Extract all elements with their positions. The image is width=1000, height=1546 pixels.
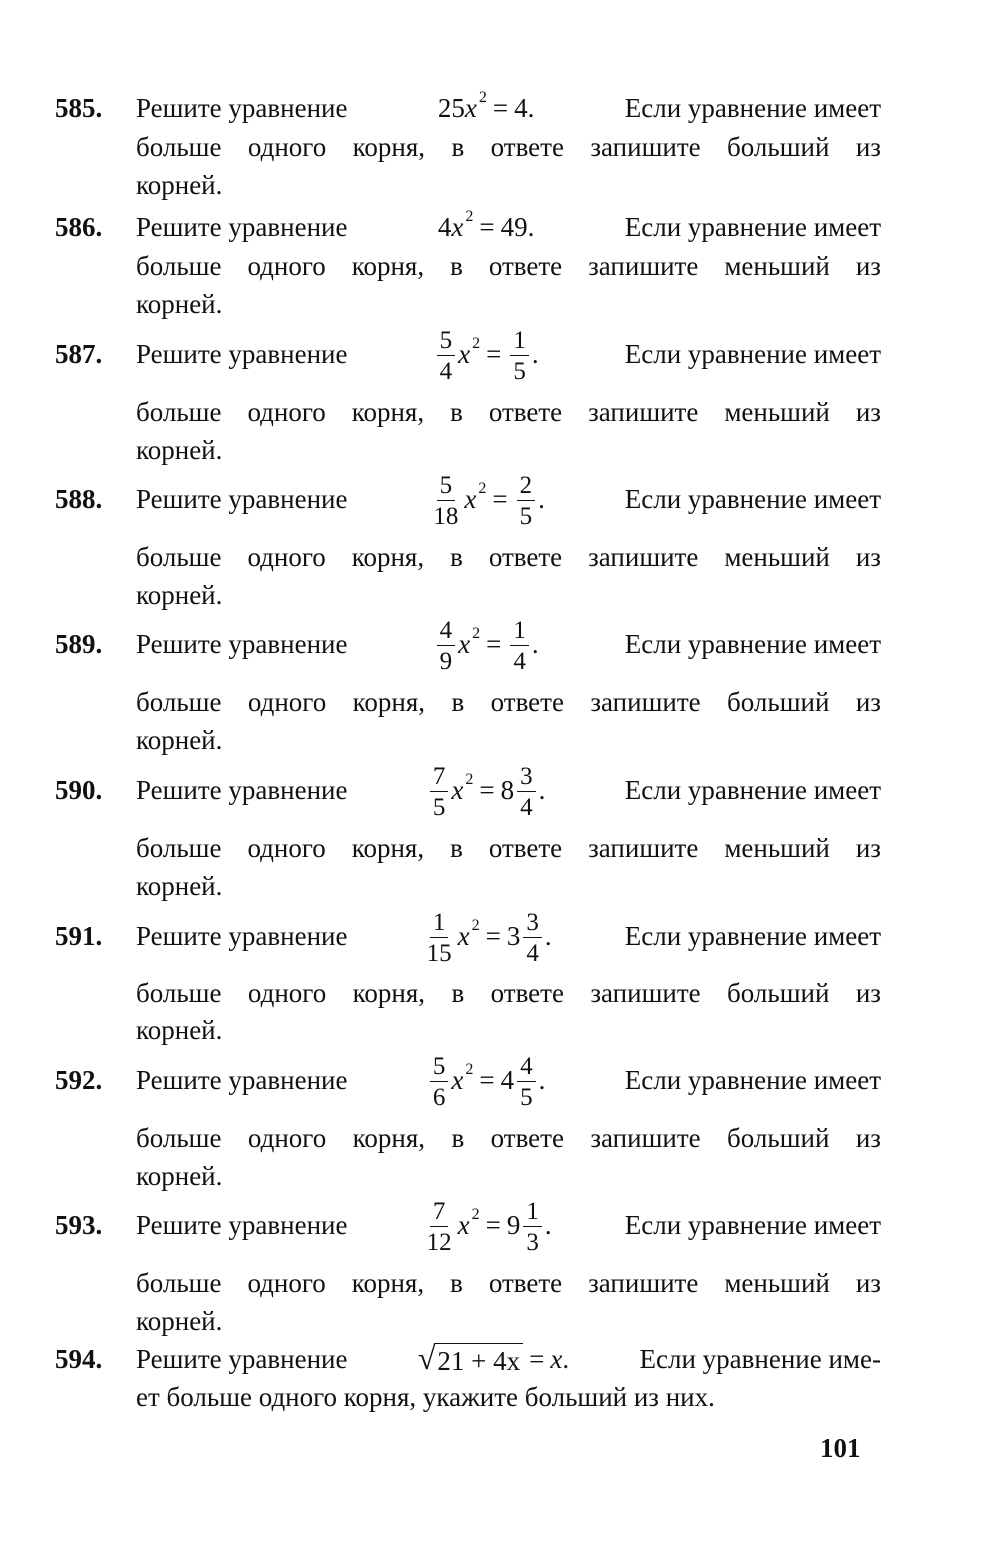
problem-number: 589. [55,629,103,659]
fraction: $\frac{1}{5}$ [510,328,529,384]
problem-line: корней. [136,871,223,901]
problem-line: корней. [136,289,223,319]
problem-lead: Решите уравнение [136,775,348,805]
fraction: $\frac{4}{9}$ [437,618,456,674]
fraction: $\frac{5}{4}$ [437,328,456,384]
problem-condition: Если уравнение име- [639,1344,881,1374]
problem-line [136,1340,881,1378]
equation: 4 x $^2$ = 49 . [437,208,535,242]
problem-number: 585. [55,93,103,123]
radical-sign: √ [417,1340,436,1376]
problem-number: 590. [55,775,103,805]
problem-condition: Если уравнение имеет [624,484,881,514]
problem-line: больше одного корня, в ответе запишите больший из [136,1123,881,1153]
equation: $\frac{7}{12}$ x $^2$ = 9 $\frac{1}{3}$ . [421,1197,552,1253]
fraction: $\frac{2}{5}$ [517,473,536,529]
problem-line: корней. [136,170,223,200]
problem-number: 586. [55,212,103,242]
fraction: $\frac{7}{5}$ [430,764,449,820]
problem-line: корней. [136,435,223,465]
problem-line: корней. [136,1015,223,1045]
problem-condition: Если уравнение имеет [624,1210,881,1240]
problem-condition: Если уравнение имеет [624,921,881,951]
problem-line: больше одного корня, в ответе запишите меньший из [136,833,881,863]
fraction: $\frac{7}{12}$ [426,1198,452,1256]
problem-number: 591. [55,921,103,951]
equation: $\frac{5}{18}$ x $^2$ = $\frac{2}{5}$ . [427,471,544,527]
problem-number: 587. [55,339,103,369]
problem-condition: Если уравнение имеет [624,212,881,242]
equation: $\frac{5}{6}$ x $^2$ = 4 $\frac{4}{5}$ . [427,1052,545,1108]
problem-line: корней. [136,1306,223,1336]
problem-line: больше одного корня, в ответе запишите больший из [136,978,881,1008]
fraction: $\frac{1}{15}$ [426,909,452,967]
problem-line [136,1053,881,1111]
problem-lead: Решите уравнение [136,339,348,369]
fraction: $\frac{5}{6}$ [430,1054,449,1110]
square-root [418,1340,523,1378]
fraction: $\frac{1}{3}$ [523,1199,542,1255]
problem-line: больше одного корня, в ответе запишите меньший из [136,1268,881,1298]
problem-line [136,472,881,530]
equation: $\frac{7}{5}$ x $^2$ = 8 $\frac{3}{4}$ . [427,762,545,818]
problem-line [136,1198,881,1256]
problem-line: больше одного корня, в ответе запишите меньший из [136,542,881,572]
problem-lead: Решите уравнение [136,629,348,659]
problem-line [136,327,881,385]
problem-lead: Решите уравнение [136,921,348,951]
problem-number: 592. [55,1065,103,1095]
equation: √ 21 + 4x = x . [417,1340,570,1376]
problem-number: 593. [55,1210,103,1240]
problem-condition: Если уравнение имеет [624,629,881,659]
problem-line: больше одного корня, в ответе запишите больший из [136,132,881,162]
problem-lead: Решите уравнение [136,212,348,242]
problem-number: 588. [55,484,103,514]
problem-line: корней. [136,1161,223,1191]
page-number: 101 [820,1433,861,1463]
problem-line: больше одного корня, в ответе запишите больший из [136,687,881,717]
equation: 25 x $^2$ = 4 . [437,89,535,123]
problem-lead: Решите уравнение [136,1344,348,1374]
problem-line [136,617,881,675]
equation: $\frac{5}{4}$ x $^2$ = $\frac{1}{5}$ . [434,326,539,382]
equation: $\frac{4}{9}$ x $^2$ = $\frac{1}{4}$ . [434,616,539,672]
problem-condition: Если уравнение имеет [624,339,881,369]
fraction: $\frac{4}{5}$ [517,1054,536,1110]
problem-lead: Решите уравнение [136,484,348,514]
radicand: 21 + 4x [434,1343,523,1376]
problem-condition: Если уравнение имеет [624,775,881,805]
problem-number: 594. [55,1344,103,1374]
problem-line [136,763,881,821]
fraction: $\frac{3}{4}$ [523,910,542,966]
equation: $\frac{1}{15}$ x $^2$ = 3 $\frac{3}{4}$ . [421,908,552,964]
fraction: $\frac{1}{4}$ [510,618,529,674]
problem-lead: Решите уравнение [136,1065,348,1095]
fraction: $\frac{5}{18}$ [433,472,459,530]
problem-line: корней. [136,725,223,755]
problem-line: больше одного корня, в ответе запишите меньший из [136,251,881,281]
problem-line: ет больше одного корня, укажите больший из них. [136,1382,715,1412]
problem-lead: Решите уравнение [136,93,348,123]
problem-line: больше одного корня, в ответе запишите меньший из [136,397,881,427]
fraction: $\frac{3}{4}$ [517,764,536,820]
problem-condition: Если уравнение имеет [624,1065,881,1095]
problem-lead: Решите уравнение [136,1210,348,1240]
problem-line [136,89,881,127]
problem-line [136,208,881,246]
problem-line: корней. [136,580,223,610]
problem-condition: Если уравнение имеет [624,93,881,123]
problem-line [136,909,881,967]
